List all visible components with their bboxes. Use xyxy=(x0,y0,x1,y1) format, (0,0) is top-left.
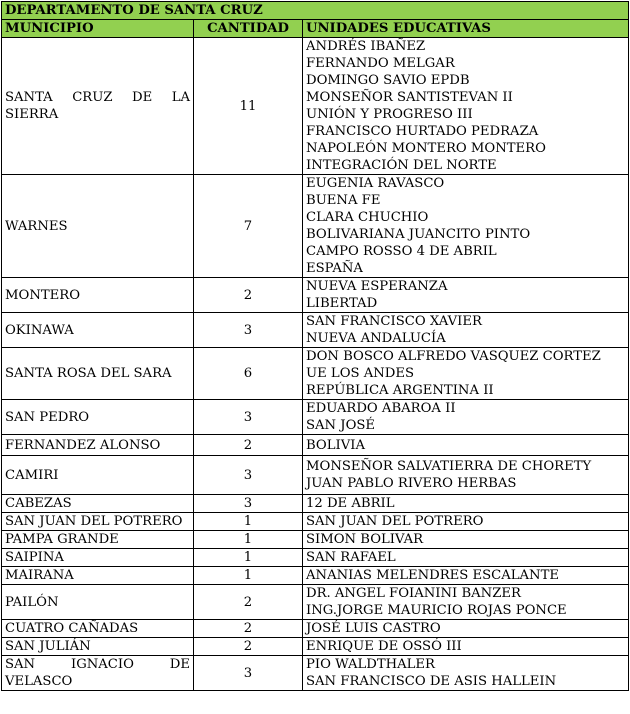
table-row xyxy=(2,38,629,175)
table-row xyxy=(2,456,629,495)
school-name: PIO WALDTHALER xyxy=(306,657,435,672)
school-name: SAN JUAN DEL POTRERO xyxy=(306,514,484,529)
table-row xyxy=(2,656,629,691)
school-name: NAPOLEÓN MONTERO MONTERO xyxy=(306,141,546,156)
unidades-cell xyxy=(303,656,629,691)
school-name: ING.JORGE MAURICIO ROJAS PONCE xyxy=(306,603,567,618)
cantidad-cell: 2 xyxy=(194,620,303,638)
table-row xyxy=(2,435,629,456)
school-name: FRANCISCO HURTADO PEDRAZA xyxy=(306,124,539,139)
municipio-cell: CAMIRI xyxy=(2,456,194,495)
table-row xyxy=(2,531,629,549)
cantidad-cell: 3 xyxy=(194,495,303,513)
municipio-cell: SAIPINA xyxy=(2,549,194,567)
school-name: SAN JOSÉ xyxy=(306,418,376,433)
unidades-cell xyxy=(303,531,629,549)
header-municipio: MUNICIPIO xyxy=(2,20,194,38)
school-name: JUAN PABLO RIVERO HERBAS xyxy=(306,476,517,491)
unidades-cell xyxy=(303,567,629,585)
cantidad-cell: 2 xyxy=(194,585,303,620)
cantidad-cell: 2 xyxy=(194,278,303,313)
table-title: DEPARTAMENTO DE SANTA CRUZ xyxy=(2,2,629,20)
school-name: 12 DE ABRIL xyxy=(306,496,395,511)
header-row xyxy=(2,20,629,38)
school-name: DOMINGO SAVIO EPDB xyxy=(306,73,470,88)
school-name: ANANIAS MELENDRES ESCALANTE xyxy=(306,568,560,583)
school-name: CAMPO ROSSO 4 DE ABRIL xyxy=(306,244,497,259)
municipio-cell: MAIRANA xyxy=(2,567,194,585)
municipio-cell: SAN PEDRO xyxy=(2,400,194,435)
cantidad-cell: 3 xyxy=(194,456,303,495)
cantidad-cell: 1 xyxy=(194,567,303,585)
cantidad-cell: 6 xyxy=(194,348,303,400)
unidades-cell xyxy=(303,435,629,456)
school-name: UNIÓN Y PROGRESO III xyxy=(306,107,473,122)
school-name: MONSEÑOR SALVATIERRA DE CHORETY xyxy=(306,459,592,474)
table-row xyxy=(2,585,629,620)
table-row xyxy=(2,567,629,585)
table-row xyxy=(2,549,629,567)
cantidad-cell: 1 xyxy=(194,531,303,549)
school-name: LIBERTAD xyxy=(306,296,378,311)
table-row xyxy=(2,620,629,638)
school-name: MONSEÑOR SANTISTEVAN II xyxy=(306,90,513,105)
school-name: SAN FRANCISCO XAVIER xyxy=(306,314,482,329)
school-name: ESPAÑA xyxy=(306,261,363,276)
school-name: REPÚBLICA ARGENTINA II xyxy=(306,383,494,398)
school-name: DON BOSCO ALFREDO VASQUEZ CORTEZ xyxy=(306,349,601,364)
cantidad-cell: 2 xyxy=(194,638,303,656)
school-name: SAN RAFAEL xyxy=(306,550,396,565)
municipio-cell: WARNES xyxy=(2,175,194,278)
municipio-cell: SANTA CRUZ DE LA SIERRA xyxy=(2,38,194,175)
cantidad-cell: 1 xyxy=(194,549,303,567)
title-row xyxy=(2,2,629,20)
school-name: BOLIVIA xyxy=(306,437,365,453)
school-name: NUEVA ESPERANZA xyxy=(306,279,448,294)
municipio-cell: SANTA ROSA DEL SARA xyxy=(2,348,194,400)
municipio-cell: PAILÓN xyxy=(2,585,194,620)
cantidad-cell: 11 xyxy=(194,38,303,175)
cantidad-cell: 3 xyxy=(194,400,303,435)
unidades-cell xyxy=(303,549,629,567)
schools-table xyxy=(1,1,629,691)
table-row xyxy=(2,400,629,435)
municipio-cell: SAN IGNACIO DE VELASCO xyxy=(2,656,194,691)
cantidad-cell: 1 xyxy=(194,513,303,531)
header-unidades: UNIDADES EDUCATIVAS xyxy=(303,20,629,38)
unidades-cell xyxy=(303,400,629,435)
cantidad-cell: 3 xyxy=(194,656,303,691)
unidades-cell xyxy=(303,313,629,348)
school-name: SAN FRANCISCO DE ASIS HALLEIN xyxy=(306,674,557,689)
municipio-cell: OKINAWA xyxy=(2,313,194,348)
unidades-cell xyxy=(303,638,629,656)
unidades-cell xyxy=(303,585,629,620)
unidades-cell xyxy=(303,175,629,278)
cantidad-cell: 2 xyxy=(194,435,303,456)
municipio-cell: PAMPA GRANDE xyxy=(2,531,194,549)
municipio-cell: MONTERO xyxy=(2,278,194,313)
school-name: ENRIQUE DE OSSÓ III xyxy=(306,639,462,654)
header-cantidad: CANTIDAD xyxy=(194,20,303,38)
municipio-cell: FERNANDEZ ALONSO xyxy=(2,435,194,456)
school-name: NUEVA ANDALUCÍA xyxy=(306,331,446,346)
school-name: EDUARDO ABAROA II xyxy=(306,401,456,416)
unidades-cell xyxy=(303,620,629,638)
school-name: DR. ANGEL FOIANINI BANZER xyxy=(306,586,521,601)
municipio-cell: SAN JUAN DEL POTRERO xyxy=(2,513,194,531)
school-name: BOLIVARIANA JUANCITO PINTO xyxy=(306,227,531,242)
table-row xyxy=(2,278,629,313)
unidades-cell xyxy=(303,513,629,531)
school-name: BUENA FE xyxy=(306,193,381,208)
school-name: FERNANDO MELGAR xyxy=(306,56,455,71)
school-name: UE LOS ANDES xyxy=(306,366,415,381)
unidades-cell xyxy=(303,278,629,313)
cantidad-cell: 3 xyxy=(194,313,303,348)
municipio-cell: CABEZAS xyxy=(2,495,194,513)
school-name: EUGENIA RAVASCO xyxy=(306,176,445,191)
table-row xyxy=(2,313,629,348)
cantidad-cell: 7 xyxy=(194,175,303,278)
table-row xyxy=(2,175,629,278)
school-name: ANDRÉS IBAÑEZ xyxy=(306,39,426,54)
table-row xyxy=(2,495,629,513)
unidades-cell xyxy=(303,456,629,495)
table-row xyxy=(2,638,629,656)
table-row xyxy=(2,348,629,400)
municipio-cell: CUATRO CAÑADAS xyxy=(2,620,194,638)
unidades-cell xyxy=(303,38,629,175)
municipio-cell: SAN JULIÁN xyxy=(2,638,194,656)
unidades-cell xyxy=(303,495,629,513)
school-name: CLARA CHUCHIO xyxy=(306,210,429,225)
table-row xyxy=(2,513,629,531)
unidades-cell xyxy=(303,348,629,400)
school-name: SIMON BOLIVAR xyxy=(306,532,424,547)
school-name: INTEGRACIÓN DEL NORTE xyxy=(306,158,497,173)
school-name: JOSÉ LUIS CASTRO xyxy=(306,621,441,636)
